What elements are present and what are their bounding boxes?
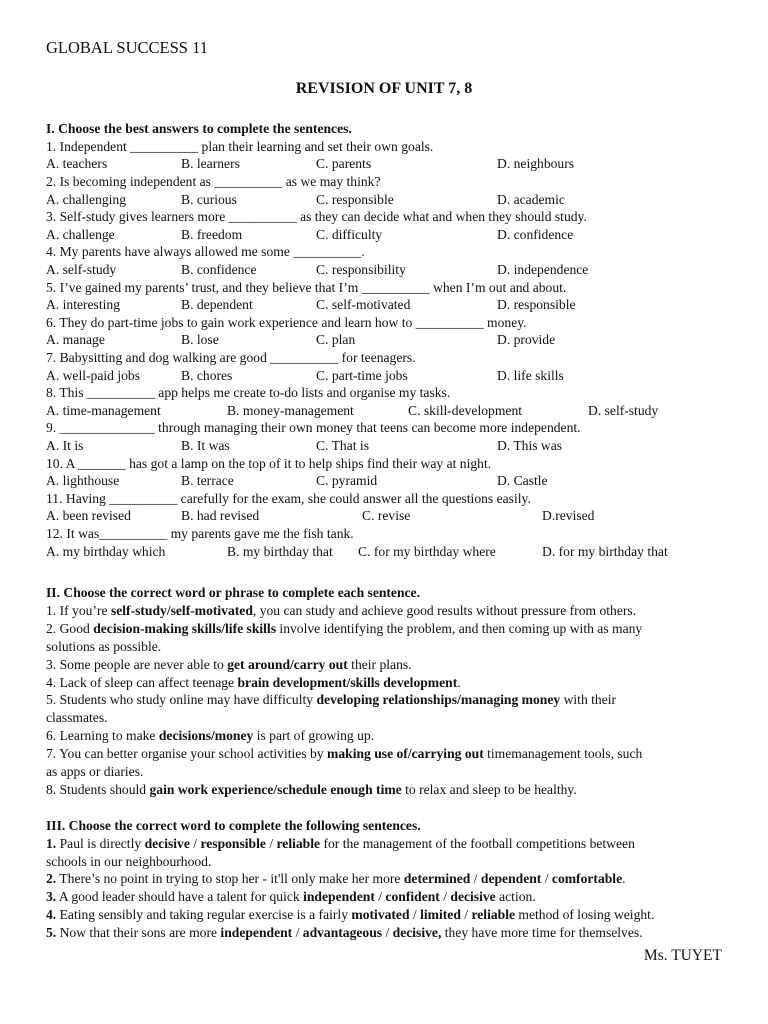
sentence-text: / (470, 871, 481, 887)
sentence-text: 7. You can better organise your school activities by (46, 746, 328, 762)
word-choice: decisive (450, 889, 496, 905)
sentence-text: A good leader should have a talent for quick (56, 889, 304, 905)
sentence-text: method of losing weight. (515, 907, 655, 922)
answer-option: C. responsible (316, 191, 394, 207)
answer-option: D. independence (497, 262, 589, 277)
teacher-signature: Ms. TUYET (643, 947, 722, 964)
word-choice: developing relationships/managing money (316, 692, 561, 708)
word-choice: decision-making skills/life skills (93, 620, 277, 636)
sentence-text: their plans. (347, 656, 412, 672)
word-choice: reliable (276, 835, 321, 851)
answer-option: B. dependent (181, 297, 253, 313)
sentence-text: Now that their sons are more (56, 924, 221, 940)
word-choice: decisions/money (158, 728, 254, 744)
sentence-text: / (189, 835, 201, 851)
sentence-text: with their (560, 692, 617, 708)
answer-option: C. parents (316, 156, 372, 172)
word-choice: determined (403, 871, 471, 887)
section-1-heading: I. Choose the best answers to complete the sentences. (46, 121, 352, 136)
section-2-line (46, 692, 616, 708)
answer-option: C. for my birthday where (358, 543, 496, 559)
sentence-text: Paul is directly (56, 835, 145, 851)
sentence-text: schools in our neighbourhood. (46, 853, 212, 869)
question-stem: 5. I’ve gained my parents’ trust, and they believe that I’m __________ when I’m out and about. (46, 279, 567, 295)
answer-option: A. well-paid jobs (46, 367, 141, 383)
section-3-line (46, 854, 211, 870)
sentence-text: 5. Students who study online may have difficulty (46, 692, 317, 708)
sentence-text: / (382, 924, 393, 940)
answer-option: A. lighthouse (46, 473, 120, 489)
answer-option: A. time-management (46, 402, 161, 418)
sentence-text: , you can study and achieve good results without pressure from others. (252, 602, 637, 618)
word-choice: 4. (46, 907, 57, 922)
answer-option: A. interesting (46, 297, 120, 313)
word-choice: 5. (46, 924, 57, 940)
question-stem: 1. Independent __________ plan their learning and set their own goals. (46, 138, 434, 154)
sentence-text: solutions as possible. (46, 638, 162, 654)
sentence-text: / (541, 871, 552, 887)
answer-option: D. for my birthday that (542, 543, 668, 559)
sentence-text: / (374, 889, 386, 905)
section-2-line (46, 710, 108, 726)
answer-option: B. curious (181, 191, 237, 207)
course-header: GLOBAL SUCCESS 11 (46, 38, 208, 57)
sentence-text: 6. Learning to make (46, 728, 159, 744)
question-stem: 10. A _______ has got a lamp on the top of it to help ships find their way at night. (46, 455, 492, 471)
word-choice: 2. (46, 871, 57, 887)
question-stem: 12. It was__________ my parents gave me the fish tank. (46, 526, 354, 541)
word-choice: independent (303, 889, 375, 905)
sentence-text: to relax and sleep to be healthy. (401, 781, 577, 797)
answer-option: D. confidence (497, 226, 574, 242)
question-stem: 8. This __________ app helps me create to-do lists and organise my tasks. (46, 385, 451, 401)
question-stem: 11. Having __________ carefully for the exam, she could answer all the questions easily. (46, 490, 531, 506)
question-stem: 4. My parents have always allowed me some __________. (46, 244, 365, 260)
section-2-line (46, 603, 636, 619)
answer-option: D. This was (497, 438, 563, 453)
section-2-line (46, 782, 577, 798)
word-choice: making use of/carrying out (327, 746, 484, 762)
answer-option: D.revised (542, 508, 595, 524)
answer-option: A. my birthday which (46, 543, 166, 559)
question-stem: 2. Is becoming independent as __________ as we may think? (46, 174, 381, 189)
answer-option: D. provide (497, 332, 556, 348)
answer-option: A. It is (46, 438, 84, 453)
sentence-text: for the management of the football competitions between (320, 835, 635, 851)
section-3-line (46, 907, 654, 923)
sentence-text: timemanagement tools, such (483, 746, 643, 762)
answer-option: B. learners (181, 156, 240, 172)
sentence-text: classmates. (46, 710, 108, 726)
word-choice: motivated (351, 907, 410, 922)
answer-option: A. been revised (46, 508, 131, 524)
word-choice: self-study/self-motivated (110, 602, 253, 618)
question-stem: 7. Babysitting and dog walking are good __________ for teenagers. (46, 350, 416, 365)
answer-option: B. money-management (227, 402, 354, 418)
section-2-line (46, 764, 143, 780)
answer-option: B. chores (181, 367, 233, 383)
word-choice: decisive (144, 835, 190, 851)
answer-option: B. terrace (181, 473, 234, 489)
answer-option: B. It was (181, 438, 230, 453)
answer-option: D. responsible (497, 297, 576, 313)
word-choice: 1. (46, 835, 57, 851)
answer-option: D. academic (497, 191, 565, 207)
word-choice: independent (220, 924, 293, 940)
answer-option: D. Castle (497, 473, 548, 489)
answer-option: C. skill-development (408, 402, 523, 418)
sentence-text: / (265, 835, 277, 851)
word-choice: gain work experience/schedule enough time (149, 781, 402, 797)
answer-option: B. had revised (181, 508, 260, 524)
answer-option: A. self-study (46, 262, 117, 277)
question-stem: 3. Self-study gives learners more __________ as they can decide what and when they should study. (46, 209, 587, 225)
sentence-text: 2. Good (46, 620, 94, 636)
sentence-text: . (622, 871, 626, 887)
word-choice: comfortable (551, 871, 623, 887)
word-choice: get around/carry out (227, 656, 348, 672)
answer-option: A. teachers (46, 156, 108, 172)
sentence-text: There’s no point in trying to stop her - it'll only make her more (56, 871, 404, 887)
sentence-text: as apps or diaries. (46, 764, 144, 779)
answer-option: C. plan (316, 332, 356, 348)
sentence-text: Eating sensibly and taking regular exercise is a fairly (56, 907, 352, 922)
page-title: REVISION OF UNIT 7, 8 (295, 80, 473, 97)
section-2-line (46, 657, 412, 673)
answer-option: D. neighbours (497, 156, 575, 172)
section-2-line (46, 621, 642, 637)
word-choice: limited (420, 907, 461, 922)
section-3-line (46, 871, 626, 887)
answer-option: A. challenging (46, 191, 127, 207)
answer-option: C. part-time jobs (316, 367, 408, 383)
answer-option: C. difficulty (316, 226, 383, 242)
word-choice: reliable (471, 907, 516, 922)
answer-option: B. my birthday that (227, 543, 333, 559)
word-choice: 3. (46, 889, 57, 905)
section-3-heading: III. Choose the correct word to complete the following sentences. (46, 818, 421, 833)
sentence-text: 3. Some people are never able to (46, 656, 228, 672)
section-2-line (46, 746, 642, 762)
answer-option: C. pyramid (316, 473, 378, 489)
section-3-line (46, 836, 635, 852)
answer-option: A. manage (46, 332, 105, 348)
sentence-text: 1. If you’re (46, 602, 111, 618)
sentence-text: involve identifying the problem, and then coming up with as many (276, 620, 643, 636)
answer-option: D. self-study (588, 402, 659, 418)
answer-option: A. challenge (46, 226, 115, 242)
sentence-text: / (292, 924, 303, 940)
answer-option: C. responsibility (316, 262, 406, 277)
answer-option: C. revise (362, 508, 411, 524)
section-3-line (46, 925, 643, 941)
sentence-text: / (409, 907, 421, 922)
sentence-text: 4. Lack of sleep can affect teenage (46, 674, 238, 690)
answer-option: C. That is (316, 438, 369, 453)
section-2-line (46, 639, 161, 655)
sentence-text: / (439, 889, 451, 905)
word-choice: brain development/skills development (237, 674, 458, 690)
word-choice: confident (385, 889, 440, 905)
answer-option: C. self-motivated (316, 297, 411, 313)
sentence-text: . (457, 674, 461, 690)
sentence-text: action. (495, 889, 536, 905)
sentence-text: / (460, 907, 472, 922)
sentence-text: 8. Students should (46, 781, 150, 797)
answer-option: B. confidence (181, 262, 257, 277)
word-choice: responsible (200, 835, 266, 851)
word-choice: advantageous (302, 924, 383, 940)
answer-option: B. freedom (181, 226, 243, 242)
word-choice: dependent (480, 871, 542, 887)
word-choice: decisive, (392, 924, 442, 940)
question-stem: 6. They do part-time jobs to gain work experience and learn how to __________ money. (46, 314, 527, 330)
section-2-heading: II. Choose the correct word or phrase to complete each sentence. (46, 585, 420, 600)
question-stem: 9. ______________ through managing their own money that teens can become more independent. (46, 420, 581, 436)
sentence-text: is part of growing up. (253, 728, 375, 744)
answer-option: B. lose (181, 332, 219, 348)
answer-option: D. life skills (497, 367, 564, 383)
sentence-text: they have more time for themselves. (441, 924, 643, 940)
section-2-line (46, 675, 461, 691)
section-3-line (46, 889, 536, 905)
section-2-line (46, 728, 374, 744)
